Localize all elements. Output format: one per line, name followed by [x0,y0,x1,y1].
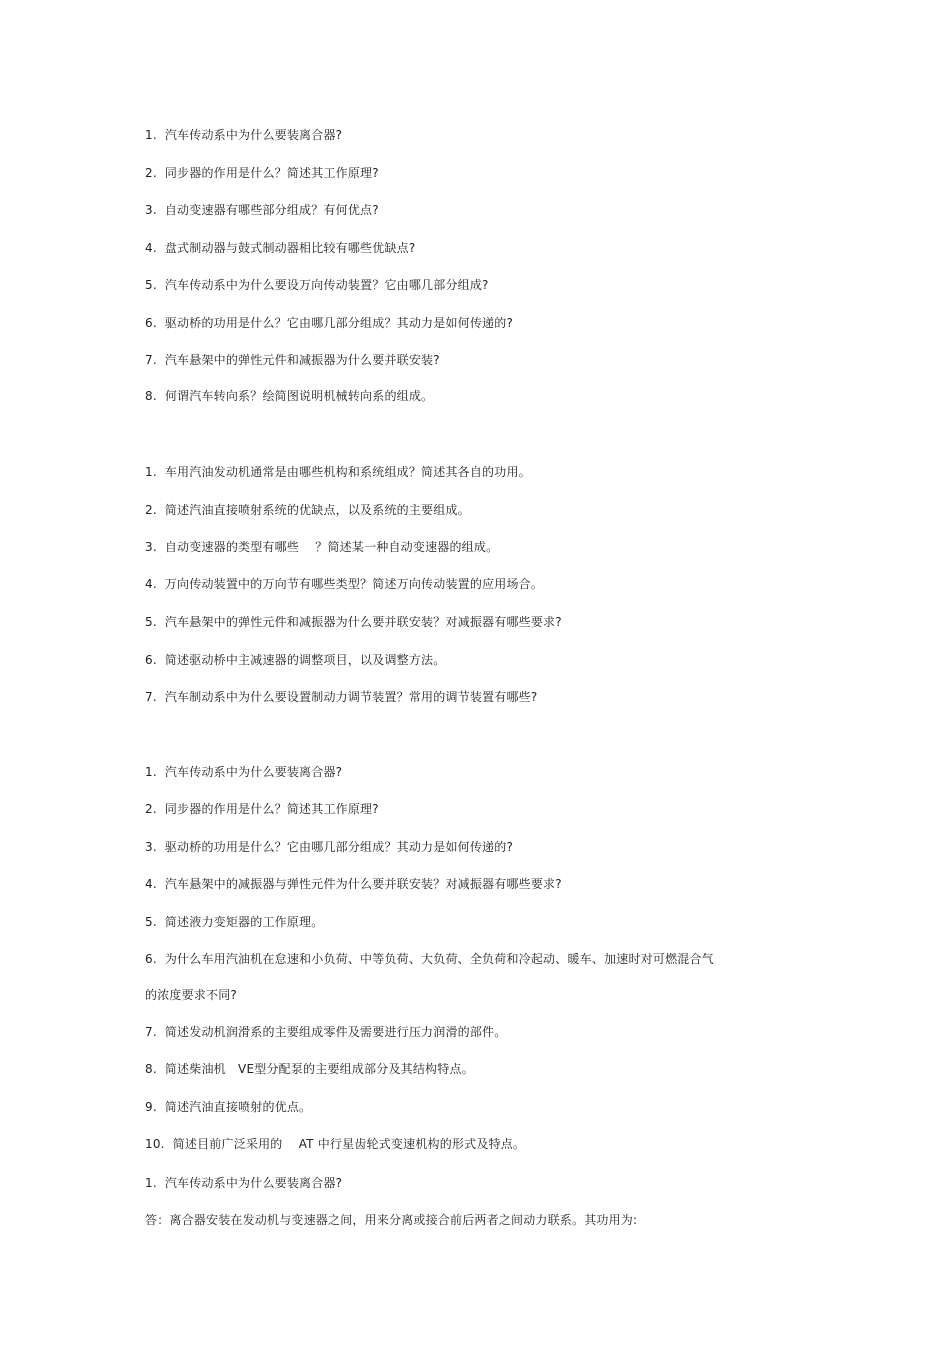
question-line: 4. 盘式制动器与鼓式制动器相比较有哪些优缺点? [145,241,416,255]
question-line: 7. 简述发动机润滑系的主要组成零件及需要进行压力润滑的部件。 [145,1025,507,1039]
question-line: 5. 简述液力变矩器的工作原理。 [145,915,324,929]
question-line: 7. 汽车悬架中的弹性元件和减振器为什么要并联安装? [145,353,440,367]
question-line: 4. 万向传动装置中的万向节有哪些类型？简述万向传动装置的应用场合。 [145,577,544,591]
question-line: 6. 为什么车用汽油机在怠速和小负荷、中等负荷、大负荷、全负荷和冷起动、暖车、加速时对可燃混合气 [145,952,714,966]
question-line: 1. 车用汽油发动机通常是由哪些机构和系统组成？简述其各自的功用。 [145,465,531,479]
question-line: 2. 同步器的作用是什么？简述其工作原理? [145,802,379,816]
question-line: 5. 汽车悬架中的弹性元件和减振器为什么要并联安装？对减振器有哪些要求? [145,615,562,629]
question-line: 2. 同步器的作用是什么？简述其工作原理? [145,166,379,180]
question-line: 3. 驱动桥的功用是什么？它由哪几部分组成？其动力是如何传递的? [145,840,514,854]
question-line: 4. 汽车悬架中的减振器与弹性元件为什么要并联安装？对减振器有哪些要求? [145,877,562,891]
question-line: 1. 汽车传动系中为什么要装离合器? [145,1176,343,1190]
question-line: 8. 简述柴油机 VE型分配泵的主要组成部分及其结构特点。 [145,1062,474,1076]
question-line: 1. 汽车传动系中为什么要装离合器? [145,765,343,779]
question-line: 5. 汽车传动系中为什么要设万向传动装置？它由哪几部分组成? [145,278,489,292]
question-line: 6. 驱动桥的功用是什么？它由哪几部分组成？其动力是如何传递的? [145,316,514,330]
question-line: 8. 何谓汽车转向系？绘简图说明机械转向系的组成。 [145,389,434,403]
question-line: 1. 汽车传动系中为什么要装离合器? [145,128,343,142]
question-line: 10. 简述目前广泛采用的 AT 中行星齿轮式变速机构的形式及特点。 [145,1137,526,1151]
question-continuation: 的浓度要求不同? [145,988,237,1002]
question-line: 6. 简述驱动桥中主减速器的调整项目，以及调整方法。 [145,653,446,667]
question-line: 9. 简述汽油直接喷射的优点。 [145,1100,312,1114]
answer-line: 答：离合器安装在发动机与变速器之间，用来分离或接合前后两者之间动力联系。其功用为: [145,1213,638,1227]
question-line: 3. 自动变速器有哪些部分组成？有何优点? [145,203,379,217]
question-line: 3. 自动变速器的类型有哪些 ？简述某一种自动变速器的组成。 [145,540,499,554]
question-line: 2. 简述汽油直接喷射系统的优缺点，以及系统的主要组成。 [145,503,470,517]
question-line: 7. 汽车制动系中为什么要设置制动力调节装置？常用的调节装置有哪些? [145,690,538,704]
